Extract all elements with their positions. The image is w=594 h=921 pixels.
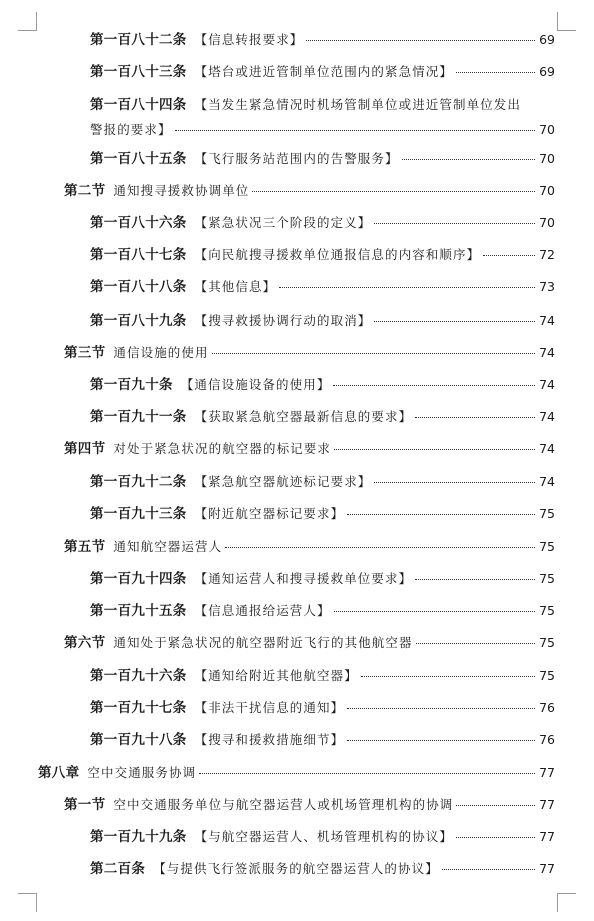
- toc-entry-page: 74: [539, 377, 555, 392]
- toc-entry-number: 第一百九十九条: [90, 829, 187, 845]
- toc-entry-page: 75: [539, 635, 555, 650]
- toc-entry-page: 70: [539, 122, 555, 137]
- toc-section-entry[interactable]: [64, 797, 555, 813]
- toc-entry-number: 第一百九十条: [90, 377, 173, 393]
- toc-entry-title: 【搜寻和援救措施细节】: [194, 732, 345, 747]
- toc-entry-page: 75: [539, 603, 555, 618]
- toc-entry-title: 【其他信息】: [194, 279, 277, 294]
- toc-entry-page: 75: [539, 539, 555, 554]
- toc-entry-title: 通知航空器运营人: [113, 539, 223, 554]
- toc-entry-title: 【与提供飞行签派服务的航空器运营人的协议】: [153, 861, 439, 876]
- dot-leader: [333, 385, 535, 386]
- toc-entry-page: 77: [539, 861, 555, 876]
- toc-entry-number: 第一百八十三条: [90, 64, 187, 80]
- toc-entry-page: 74: [539, 409, 555, 424]
- toc-entry[interactable]: [90, 861, 555, 877]
- dot-leader: [416, 643, 535, 644]
- toc-entry-page: 77: [539, 765, 555, 780]
- toc-entry-page: 69: [539, 64, 555, 79]
- dot-leader: [334, 449, 535, 450]
- toc-entry-title: 【附近航空器标记要求】: [194, 506, 345, 521]
- toc-entry-title: 【信息通报给运营人】: [194, 603, 331, 618]
- toc-entry-title: 【飞行服务站范围内的告警服务】: [194, 151, 399, 166]
- toc-entry-number: 第二节: [64, 183, 106, 199]
- toc-entry[interactable]: [90, 151, 555, 167]
- toc-entry-page: 72: [539, 247, 555, 262]
- toc-entry-title: 【搜寻救援协调行动的取消】: [194, 313, 372, 328]
- toc-entry-number: 第四节: [64, 441, 106, 457]
- toc-entry[interactable]: [90, 409, 555, 425]
- toc-entry-number: 第一百八十四条: [90, 97, 187, 113]
- toc-entry-title: 【通信设施设备的使用】: [180, 377, 331, 392]
- toc-entry-number: 第八章: [38, 765, 80, 781]
- toc-entry-title: 空中交通服务协调: [87, 765, 197, 780]
- dot-leader: [212, 353, 535, 354]
- toc-entry[interactable]: [90, 279, 555, 295]
- dot-leader: [279, 287, 535, 288]
- toc-entry[interactable]: [90, 247, 555, 263]
- dot-leader: [402, 159, 535, 160]
- toc-entry-title: 【通知给附近其他航空器】: [194, 668, 358, 683]
- toc-entry-page: 75: [539, 571, 555, 586]
- toc-entry[interactable]: [90, 571, 555, 587]
- toc-entry-title-continued: 警报的要求】: [90, 122, 172, 137]
- toc-entry-page: 74: [539, 313, 555, 328]
- toc-entry-number: 第一节: [64, 797, 106, 813]
- toc-entry-title: 通信设施的使用: [113, 345, 209, 360]
- toc-entry-page: 70: [539, 183, 555, 198]
- dot-leader: [347, 514, 535, 515]
- toc-entry[interactable]: [90, 506, 555, 522]
- toc-entry[interactable]: [90, 668, 555, 684]
- dot-leader: [306, 40, 535, 41]
- toc-entry-page: 69: [539, 32, 555, 47]
- toc-entry-page: 73: [539, 279, 555, 294]
- toc-entry-number: 第一百九十三条: [90, 506, 187, 522]
- toc-entry-title: 【向民航搜寻援救单位通报信息的内容和顺序】: [194, 247, 481, 262]
- toc-entry-number: 第一百九十八条: [90, 732, 187, 748]
- toc-entry-title: 【信息转报要求】: [194, 32, 304, 47]
- toc-entry[interactable]: [90, 215, 555, 231]
- toc-entry-title: 通知处于紧急状况的航空器附近飞行的其他航空器: [113, 635, 413, 650]
- toc-entry[interactable]: [90, 474, 555, 490]
- dot-leader: [361, 676, 535, 677]
- toc-entry-number: 第一百九十七条: [90, 700, 187, 716]
- toc-entry-wrapped[interactable]: [90, 93, 555, 142]
- dot-leader: [456, 72, 535, 73]
- toc-entry-number: 第一百八十二条: [90, 32, 187, 48]
- toc-entry-page: 75: [539, 506, 555, 521]
- dot-leader: [442, 869, 535, 870]
- toc-section-entry[interactable]: [64, 183, 555, 199]
- toc-entry[interactable]: [90, 732, 555, 748]
- toc-entry[interactable]: [90, 313, 555, 329]
- toc-entry-title: 【非法干扰信息的通知】: [194, 700, 345, 715]
- toc-entry-number: 第三节: [64, 345, 106, 361]
- toc-entry[interactable]: [90, 64, 555, 80]
- dot-leader: [199, 773, 535, 774]
- dot-leader: [374, 321, 535, 322]
- toc-entry[interactable]: [90, 829, 555, 845]
- toc-entry-line-2: [90, 118, 555, 142]
- dot-leader: [334, 611, 535, 612]
- toc-entry[interactable]: [90, 32, 555, 48]
- toc-entry-page: 74: [539, 474, 555, 489]
- toc-entry-number: 第一百九十二条: [90, 474, 187, 490]
- dot-leader: [347, 740, 535, 741]
- toc-entry-title: 空中交通服务单位与航空器运营人或机场管理机构的协调: [113, 797, 454, 812]
- dot-leader: [415, 579, 535, 580]
- toc-entry-page: 77: [539, 797, 555, 812]
- toc-entry-number: 第一百九十五条: [90, 603, 187, 619]
- toc-entry-title: 【紧急状况三个阶段的定义】: [194, 215, 372, 230]
- dot-leader: [252, 191, 535, 192]
- toc-entry-number: 第六节: [64, 635, 106, 651]
- dot-leader: [456, 837, 535, 838]
- toc-entry-title: 通知搜寻援救协调单位: [113, 183, 250, 198]
- toc-entry-number: 第一百八十五条: [90, 151, 187, 167]
- toc-section-entry[interactable]: [64, 635, 555, 651]
- toc-entry-number: 第一百九十六条: [90, 668, 187, 684]
- toc-entry-title: 【与航空器运营人、机场管理机构的协议】: [194, 829, 454, 844]
- toc-entry-number: 第一百八十九条: [90, 313, 187, 329]
- toc-entry-page: 75: [539, 668, 555, 683]
- toc-entry-title: 【当发生紧急情况时机场管制单位或进近管制单位发出: [194, 97, 522, 112]
- dot-leader: [456, 805, 535, 806]
- toc-entry-number: 第五节: [64, 539, 106, 555]
- toc-entry-page: 76: [539, 700, 555, 715]
- toc-entry-number: 第一百八十七条: [90, 247, 187, 263]
- toc-entry-title: 【获取紧急航空器最新信息的要求】: [194, 409, 413, 424]
- toc-entry-number: 第一百八十六条: [90, 215, 187, 231]
- toc-entry-page: 74: [539, 345, 555, 360]
- toc-section-entry[interactable]: [64, 345, 555, 361]
- toc-entry-line-1: [90, 93, 555, 118]
- toc-entry-page: 70: [539, 215, 555, 230]
- dot-leader: [225, 547, 535, 548]
- toc-section-entry[interactable]: [64, 539, 555, 555]
- dot-leader: [374, 482, 535, 483]
- toc-entry[interactable]: [90, 700, 555, 716]
- toc-entry-number: 第一百九十四条: [90, 571, 187, 587]
- toc-entry-page: 77: [539, 829, 555, 844]
- toc-entry-title: 【紧急航空器航迹标记要求】: [194, 474, 372, 489]
- dot-leader: [374, 223, 535, 224]
- toc-entry-number: 第一百九十一条: [90, 409, 187, 425]
- toc-entry-title: 【塔台或进近管制单位范围内的紧急情况】: [194, 64, 454, 79]
- toc-entry-page: 76: [539, 732, 555, 747]
- toc-section-entry[interactable]: [64, 441, 555, 457]
- toc-entry-title: 【通知运营人和搜寻援救单位要求】: [194, 571, 413, 586]
- toc-entry-number: 第一百八十八条: [90, 279, 187, 295]
- dot-leader: [347, 708, 535, 709]
- toc-chapter-entry[interactable]: [38, 765, 555, 781]
- toc-entry-title: 对处于紧急状况的航空器的标记要求: [113, 441, 332, 456]
- dot-leader: [175, 130, 535, 131]
- dot-leader: [415, 417, 535, 418]
- toc-entry-number: 第二百条: [90, 861, 146, 877]
- toc-entry[interactable]: [90, 377, 555, 393]
- dot-leader: [483, 255, 535, 256]
- toc-entry[interactable]: [90, 603, 555, 619]
- toc-entry-page: 74: [539, 441, 555, 456]
- toc-entry-page: 70: [539, 151, 555, 166]
